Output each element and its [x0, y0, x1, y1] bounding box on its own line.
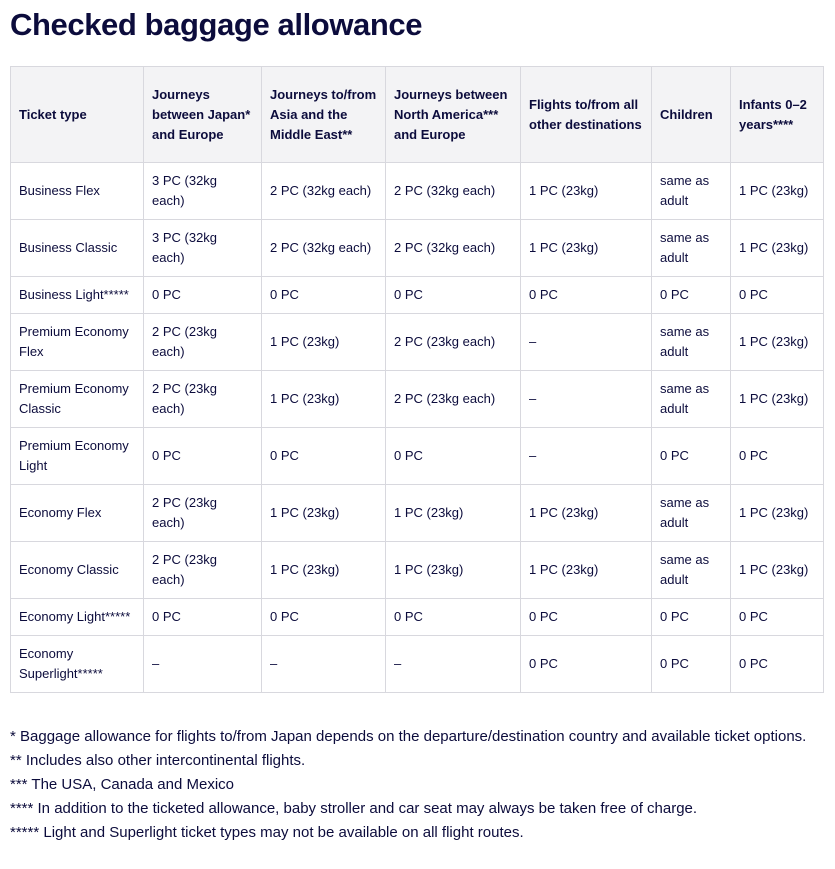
table-row	[11, 314, 824, 371]
table-cell: Economy Flex	[11, 485, 144, 542]
table-cell: 2 PC (23kg each)	[386, 371, 521, 428]
table-cell: 0 PC	[262, 277, 386, 314]
table-cell: 1 PC (23kg)	[262, 542, 386, 599]
table-cell: 2 PC (23kg each)	[386, 314, 521, 371]
table-cell: 2 PC (32kg each)	[386, 220, 521, 277]
table-cell: –	[521, 371, 652, 428]
table-cell: 1 PC (23kg)	[731, 163, 824, 220]
table-row	[11, 371, 824, 428]
table-cell: 1 PC (23kg)	[731, 371, 824, 428]
table-cell: Business Light*****	[11, 277, 144, 314]
table-cell: 3 PC (32kg each)	[144, 163, 262, 220]
table-cell: 0 PC	[652, 636, 731, 693]
footnote: ** Includes also other intercontinental flights.	[10, 752, 306, 769]
table-row	[11, 277, 824, 314]
table-cell: 0 PC	[144, 599, 262, 636]
footnote: *** The USA, Canada and Mexico	[10, 776, 235, 793]
footnote: * Baggage allowance for flights to/from Japan depends on the departure/destination country and available ticket options.	[10, 728, 807, 745]
table-cell: Business Classic	[11, 220, 144, 277]
table-cell: 0 PC	[731, 599, 824, 636]
table-cell: Economy Superlight*****	[11, 636, 144, 693]
table-cell: 2 PC (23kg each)	[144, 542, 262, 599]
table-cell: 1 PC (23kg)	[731, 542, 824, 599]
table-cell: 1 PC (23kg)	[521, 542, 652, 599]
table-cell: 2 PC (23kg each)	[144, 314, 262, 371]
table-cell: 0 PC	[652, 277, 731, 314]
table-cell: 2 PC (32kg each)	[386, 163, 521, 220]
header-cell: Children	[652, 67, 731, 163]
header-cell: Ticket type	[11, 67, 144, 163]
table-cell: Business Flex	[11, 163, 144, 220]
table-cell: 2 PC (32kg each)	[262, 220, 386, 277]
table-cell: same as adult	[652, 542, 731, 599]
table-cell: 0 PC	[731, 428, 824, 485]
table-row	[11, 542, 824, 599]
table-cell: 0 PC	[521, 636, 652, 693]
table-cell: 1 PC (23kg)	[731, 485, 824, 542]
table-cell: 0 PC	[731, 636, 824, 693]
page-title: Checked baggage allowance	[10, 7, 423, 42]
table-row	[11, 220, 824, 277]
table-cell: 0 PC	[144, 277, 262, 314]
table-cell: Premium Economy Classic	[11, 371, 144, 428]
footnote: **** In addition to the ticketed allowance, baby stroller and car seat may always be taken free of charge.	[10, 800, 698, 817]
table-cell: 0 PC	[521, 599, 652, 636]
table-cell: 0 PC	[652, 428, 731, 485]
table-row	[11, 636, 824, 693]
footnote: ***** Light and Superlight ticket types may not be available on all flight routes.	[10, 824, 524, 841]
table-cell: 1 PC (23kg)	[521, 485, 652, 542]
table-cell: –	[144, 636, 262, 693]
table-cell: 0 PC	[262, 428, 386, 485]
table-cell: 0 PC	[386, 428, 521, 485]
table-cell: 0 PC	[262, 599, 386, 636]
table-cell: same as adult	[652, 163, 731, 220]
table-cell: same as adult	[652, 220, 731, 277]
table-cell: 3 PC (32kg each)	[144, 220, 262, 277]
table-row	[11, 428, 824, 485]
table-cell: 0 PC	[144, 428, 262, 485]
table-cell: 0 PC	[521, 277, 652, 314]
table-cell: 0 PC	[731, 277, 824, 314]
table-cell: same as adult	[652, 371, 731, 428]
header-cell: Journeys to/from Asia and the Middle East**	[262, 67, 386, 163]
table-cell: 1 PC (23kg)	[386, 485, 521, 542]
table-cell: 0 PC	[386, 277, 521, 314]
table-cell: 1 PC (23kg)	[521, 163, 652, 220]
table-cell: Economy Classic	[11, 542, 144, 599]
table-cell: –	[386, 636, 521, 693]
header-cell: Journeys between Japan* and Europe	[144, 67, 262, 163]
header-cell: Infants 0–2 years****	[731, 67, 824, 163]
table-cell: –	[521, 428, 652, 485]
table-cell: 1 PC (23kg)	[262, 485, 386, 542]
table-cell: 0 PC	[386, 599, 521, 636]
table-cell: 2 PC (32kg each)	[262, 163, 386, 220]
table-cell: same as adult	[652, 485, 731, 542]
table-header-row	[11, 67, 824, 163]
table-cell: Premium Economy Flex	[11, 314, 144, 371]
table-cell: Economy Light*****	[11, 599, 144, 636]
header-cell: Flights to/from all other destinations	[521, 67, 652, 163]
table-cell: 1 PC (23kg)	[731, 220, 824, 277]
table-cell: 1 PC (23kg)	[731, 314, 824, 371]
footnotes	[10, 725, 825, 845]
table-cell: 2 PC (23kg each)	[144, 485, 262, 542]
table-cell: 2 PC (23kg each)	[144, 371, 262, 428]
table-cell: Premium Economy Light	[11, 428, 144, 485]
table-cell: 1 PC (23kg)	[386, 542, 521, 599]
baggage-table	[10, 66, 824, 693]
table-cell: 0 PC	[652, 599, 731, 636]
table-row	[11, 485, 824, 542]
table-cell: 1 PC (23kg)	[262, 314, 386, 371]
header-cell: Journeys between North America*** and Europe	[386, 67, 521, 163]
table-row	[11, 163, 824, 220]
table-cell: same as adult	[652, 314, 731, 371]
table-cell: 1 PC (23kg)	[262, 371, 386, 428]
table-cell: 1 PC (23kg)	[521, 220, 652, 277]
table-row	[11, 599, 824, 636]
table-cell: –	[521, 314, 652, 371]
table-cell: –	[262, 636, 386, 693]
